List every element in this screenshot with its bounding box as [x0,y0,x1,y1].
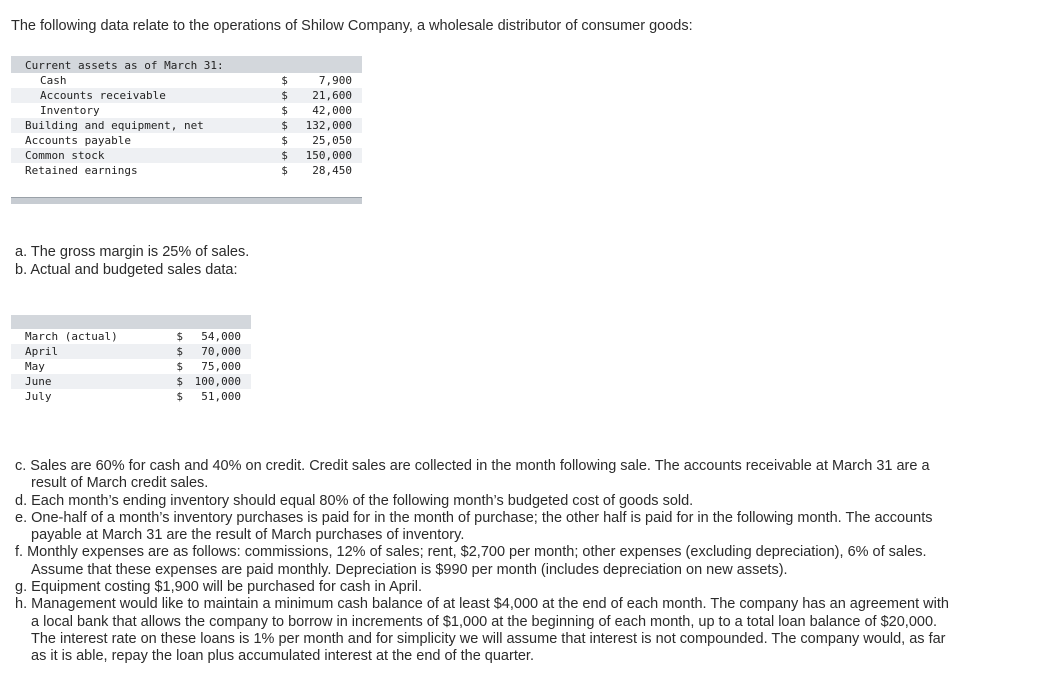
table-row [11,118,362,133]
row-label: Building and equipment, net [11,118,281,133]
row-label: Inventory [40,104,100,117]
list-item: h. Management would like to maintain a minimum cash balance of at least $4,000 at the end of each month. The company has an agreement with a local bank that allows the company to borrow in increments of $1,000 at the beginning of each month, up to a total loan balance of $20,000. The interest rate on these loans is 1% per month and for simplicity we will assume that interest is not compounded. The company would, as far as it is able, repay the loan plus accumulated interest at the end of the quarter. [15,596,949,665]
balance-table [11,56,362,178]
dollar-sign: $ [176,330,183,343]
table-footer-bar [11,197,362,204]
row-value: 28,450 [312,164,352,177]
table-row [11,103,362,118]
row-value: 70,000 [190,344,251,359]
balance-header-row [11,56,362,73]
table-row [11,344,251,359]
list-item: e. One-half of a month’s inventory purchases is paid for in the month of purchase; the other half is paid for in the following month. The accounts payable at March 31 are the result of March purchases of inventory. [15,509,933,544]
row-label: July [25,390,52,403]
list-item: d. Each month’s ending inventory should equal 80% of the following month’s budgeted cost of goods sold. [15,492,694,509]
row-value: 132,000 [295,118,362,133]
dollar-sign: $ [281,148,294,163]
dollar-sign: $ [281,134,288,147]
row-label: Cash [40,74,67,87]
table-row [11,88,362,103]
row-label: March (actual) [25,330,118,343]
row-label: Accounts receivable [11,88,281,103]
row-label: June [11,374,176,389]
list-item: f. Monthly expenses are as follows: commissions, 12% of sales; rent, $2,700 per month; other expenses (excluding depreciation), 6% of sales. Assume that these expenses are paid monthly. Depreciation is $990 per month (includes depreciation on new assets). [15,544,927,578]
table-row [11,163,362,178]
dollar-sign: $ [281,164,288,177]
row-value: 42,000 [312,104,352,117]
sales-header-row [11,315,251,329]
dollar-sign: $ [176,390,183,403]
row-label: May [25,360,45,373]
balance-header: Current assets as of March 31: [11,56,362,73]
assumptions-list [15,458,955,666]
table-row [11,133,362,148]
table-row [11,148,362,163]
list-item: c. Sales are 60% for cash and 40% on credit. Credit sales are collected in the month following sale. The accounts receivable at March 31 are a result of March credit sales. [15,458,930,492]
row-value: 7,900 [318,74,352,87]
dollar-sign: $ [176,344,190,359]
table-row [11,374,251,389]
row-value: 25,050 [312,134,352,147]
row-value: 54,000 [201,330,241,343]
notes-ab [15,244,249,279]
dollar-sign: $ [176,360,183,373]
row-label: Common stock [11,148,281,163]
dollar-sign: $ [281,88,294,103]
table-row [11,329,251,344]
dollar-sign: $ [281,74,288,87]
row-value: 150,000 [295,148,362,163]
dollar-sign: $ [176,374,190,389]
note-b: b. Actual and budgeted sales data: [15,261,238,278]
dollar-sign: $ [281,118,294,133]
note-a: a. The gross margin is 25% of sales. [15,244,250,260]
table-row [11,73,362,88]
row-value: 21,600 [295,88,362,103]
table-row [11,359,251,374]
row-value: 51,000 [201,390,241,403]
row-value: 75,000 [201,360,241,373]
row-label: Retained earnings [25,164,138,177]
row-value: 100,000 [190,374,251,389]
sales-table [11,315,251,404]
row-label: April [11,344,176,359]
intro-text: The following data relate to the operations of Shilow Company, a wholesale distributor of consumer goods: [11,18,693,34]
list-item: g. Equipment costing $1,900 will be purchased for cash in April. [15,579,423,596]
table-row [11,389,251,404]
row-label: Accounts payable [25,134,131,147]
dollar-sign: $ [281,104,288,117]
